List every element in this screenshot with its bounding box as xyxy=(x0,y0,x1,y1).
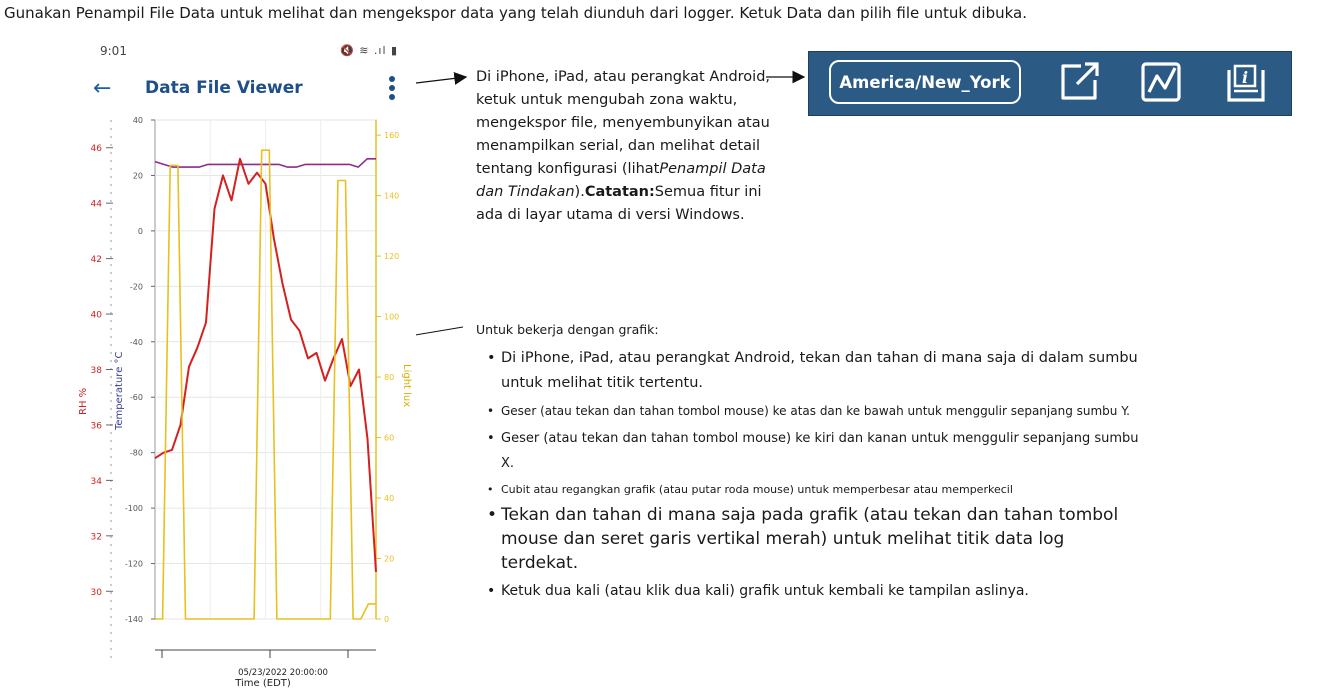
rh-tick-label: 46 xyxy=(90,144,102,155)
temperature-tick-label: 0 xyxy=(137,226,143,236)
arrow-kebab xyxy=(416,77,466,83)
data-chart[interactable] xyxy=(78,110,416,696)
rh-axis xyxy=(91,120,113,659)
rh-tick-label: 40 xyxy=(90,310,102,321)
rh-tick-label: 36 xyxy=(90,421,102,432)
rh-tick-label: 30 xyxy=(90,587,102,598)
export-icon[interactable] xyxy=(1057,60,1101,104)
temperature-tick-label: -140 xyxy=(124,615,143,624)
temperature-axis-title: Temperature °C xyxy=(114,351,125,430)
light-tick-label: 100 xyxy=(384,312,400,322)
list-item: • Geser (atau tekan dan tahan tombol mouse) ke kiri dan kanan untuk menggulir sepanjang sumbu X. xyxy=(486,426,1146,476)
graph-help-list xyxy=(486,346,1146,607)
rh-tick-label: 44 xyxy=(90,199,102,210)
x-axis-title: Time (EDT) xyxy=(235,678,291,689)
rh-tick-label: 32 xyxy=(90,532,102,543)
phone-screen xyxy=(78,38,416,696)
light-tick-label: 160 xyxy=(384,131,400,141)
info-icon[interactable] xyxy=(1223,60,1267,104)
windows-toolbar xyxy=(808,51,1292,116)
temperature-tick-label: -20 xyxy=(129,282,143,292)
light-tick-label: 20 xyxy=(384,554,395,564)
status-icons: 🔇 ≋ .ıl ▮ xyxy=(340,44,399,57)
list-item: • Cubit atau regangkan grafik (atau putar roda mouse) untuk memperbesar atau memperkecil xyxy=(486,479,1146,501)
light-tick-label: 0 xyxy=(384,615,390,624)
note-label: Catatan: xyxy=(584,184,655,200)
light-tick-label: 40 xyxy=(384,494,395,504)
callout-text: Di iPhone, iPad, atau perangkat Android, ketuk untuk mengubah zona waktu, mengekspor file, menyembunyikan atau menampilkan serial, dan melihat detail tentang konfigurasi (lihat xyxy=(476,69,771,177)
menu-callout xyxy=(476,66,776,227)
light-tick-label: 140 xyxy=(384,191,400,201)
temperature-tick-label: -120 xyxy=(124,559,143,569)
back-arrow-icon[interactable]: ← xyxy=(93,76,112,101)
graph-help-heading: Untuk bekerja dengan grafik: xyxy=(476,322,659,337)
list-item: • Ketuk dua kali (atau klik dua kali) grafik untuk kembali ke tampilan aslinya. xyxy=(486,579,1146,604)
temperature-tick-label: 40 xyxy=(132,116,143,125)
callout-link[interactable]: Penampil Data dan Tindakan xyxy=(476,161,766,200)
note-text: Semua fitur ini ada di layar utama di versi Windows. xyxy=(476,184,762,223)
rh-tick-label: 42 xyxy=(90,255,102,266)
light-tick-label: 80 xyxy=(384,373,395,383)
temperature-tick-label: -80 xyxy=(129,448,143,458)
callout-text-end: ). xyxy=(574,184,585,200)
temperature-tick-label: -40 xyxy=(129,337,143,347)
intro-text: Gunakan Penampil File Data untuk melihat dan mengekspor data yang telah diunduh dari logger. Ketuk Data dan pilih file untuk dibuka. xyxy=(4,4,1027,22)
graph-icon[interactable] xyxy=(1139,60,1183,104)
rh-axis-title: RH % xyxy=(78,387,89,415)
temperature-tick-label: 20 xyxy=(132,171,143,181)
list-item: • Geser (atau tekan dan tahan tombol mouse) ke atas dan ke bawah untuk menggulir sepanjang sumbu Y. xyxy=(486,399,1146,424)
temperature-axis xyxy=(125,116,155,624)
light-tick-label: 60 xyxy=(384,433,395,443)
light-axis-title: Light lux xyxy=(401,364,412,408)
temperature-tick-label: -100 xyxy=(124,504,143,514)
page-title: Data File Viewer xyxy=(145,78,303,98)
x-tick-label: 05/23/2022 20:00:00 xyxy=(238,668,328,678)
timezone-button[interactable]: America/New_York xyxy=(829,60,1021,104)
light-axis xyxy=(376,120,399,624)
more-menu-icon[interactable] xyxy=(383,76,401,106)
status-time: 9:01 xyxy=(100,44,127,58)
light-tick-label: 120 xyxy=(384,252,400,262)
svg-text:i: i xyxy=(1241,68,1249,87)
list-item: • Di iPhone, iPad, atau perangkat Android, tekan dan tahan di mana saja di dalam sumbu untuk melihat titik tertentu. xyxy=(486,346,1146,396)
rh-tick-label: 38 xyxy=(90,366,102,376)
temperature-tick-label: -60 xyxy=(129,393,143,403)
rh-tick-label: 34 xyxy=(90,476,102,487)
list-item: • Tekan dan tahan di mana saja pada grafik (atau tekan dan tahan tombol mouse dan seret garis vertikal merah) untuk melihat titik data log terdekat. xyxy=(486,503,1146,575)
